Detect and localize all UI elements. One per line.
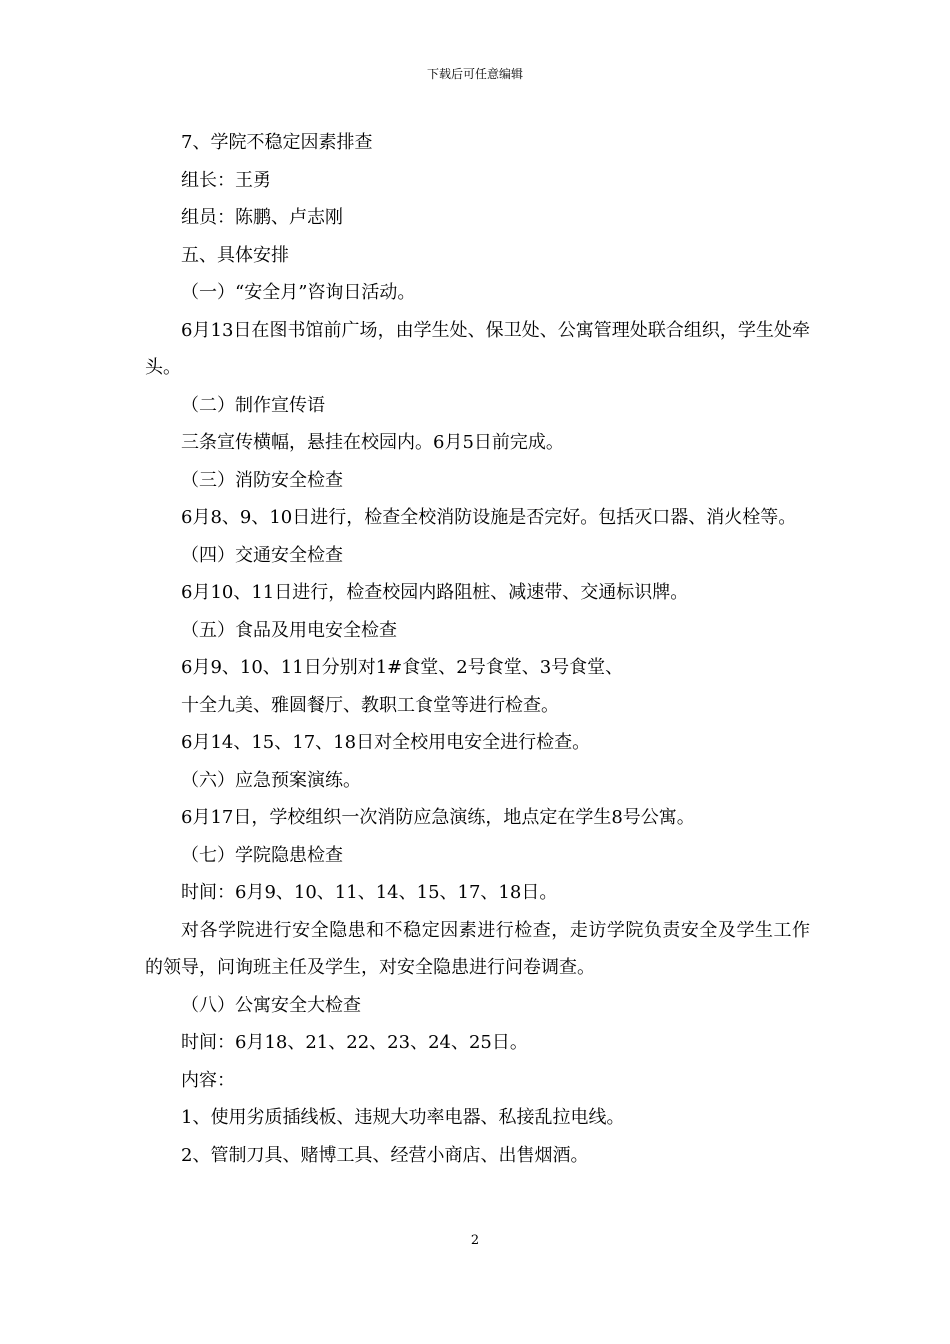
subsection-8-content-label: 内容： <box>181 1069 235 1091</box>
section-5-heading: 五、具体安排 <box>181 244 289 266</box>
subsection-1-heading: （一）“安全月”咨询日活动。 <box>181 282 416 303</box>
page-number: 2 <box>470 1233 480 1248</box>
subsection-8-time: 时间：6月18、21、22、23、24、25日。 <box>181 1032 528 1053</box>
subsection-8-item-2: 2、管制刀具、赌博工具、经营小商店、出售烟酒。 <box>181 1144 589 1166</box>
group-members-line: 组员：陈鹏、卢志刚 <box>181 207 343 228</box>
subsection-7-heading: （七）学院隐患检查 <box>181 844 343 866</box>
group-leader-line: 组长：王勇 <box>181 169 271 191</box>
subsection-5-body-line-1: 6月9、10、11日分别对1#食堂、2号食堂、3号食堂、 <box>181 657 624 678</box>
subsection-8-heading: （八）公寓安全大检查 <box>181 994 361 1016</box>
subsection-4-heading: （四）交通安全检查 <box>181 544 343 566</box>
subsection-2-heading: （二）制作宣传语 <box>181 394 325 416</box>
subsection-7-time: 时间：6月9、10、11、14、15、17、18日。 <box>181 882 558 903</box>
subsection-6-heading: （六）应急预案演练。 <box>181 769 361 791</box>
subsection-2-body: 三条宣传横幅，悬挂在校园内。6月5日前完成。 <box>181 432 564 453</box>
page-header-note: 下载后可任意编辑 <box>426 67 523 81</box>
subsection-7-body: 对各学院进行安全隐患和不稳定因素进行检查，走访学院负责安全及学生工作的领导，问询班主任及学生，对安全隐患进行问卷调查。 <box>145 919 810 978</box>
subsection-5-body-line-2: 十全九美、雅圆餐厅、教职工食堂等进行检查。 <box>181 694 559 716</box>
subsection-1-body: 6月13日在图书馆前广场，由学生处、保卫处、公寓管理处联合组织，学生处牵头。 <box>145 319 810 378</box>
subsection-5-heading: （五）食品及用电安全检查 <box>181 619 397 641</box>
section-item-7-heading: 7、学院不稳定因素排查 <box>181 132 373 153</box>
document-body <box>145 124 810 1174</box>
subsection-5-body-line-3: 6月14、15、17、18日对全校用电安全进行检查。 <box>181 732 591 753</box>
subsection-4-body: 6月10、11日进行，检查校园内路阻桩、减速带、交通标识牌。 <box>181 582 689 603</box>
subsection-3-body: 6月8、9、10日进行，检查全校消防设施是否完好。包括灭口器、消火栓等。 <box>181 507 797 528</box>
subsection-3-heading: （三）消防安全检查 <box>181 469 343 491</box>
subsection-8-item-1: 1、使用劣质插线板、违规大功率电器、私接乱拉电线。 <box>181 1107 625 1128</box>
subsection-6-body: 6月17日，学校组织一次消防应急演练，地点定在学生8号公寓。 <box>181 807 695 828</box>
